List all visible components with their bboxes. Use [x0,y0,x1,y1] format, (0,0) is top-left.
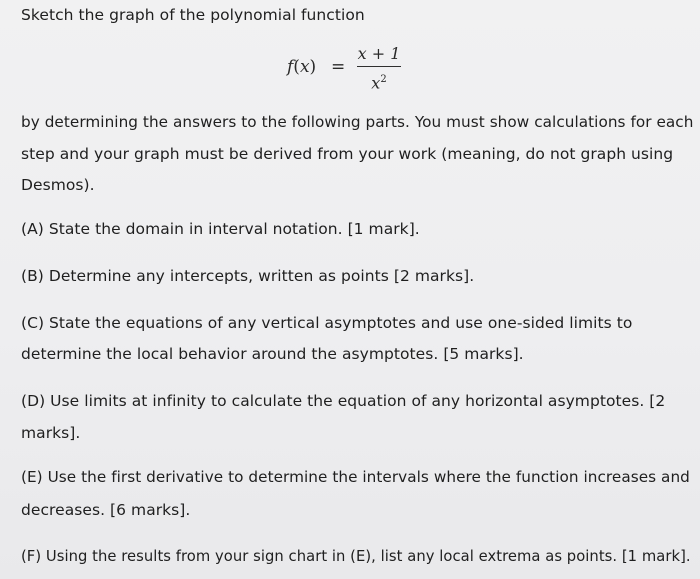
intro-line-3: Desmos). [21,176,95,194]
part-a-text: (A) State the domain in interval notation. [1 mark]. [21,220,420,238]
problem-heading: Sketch the graph of the polynomial function [21,6,365,24]
formula-denominator [357,70,401,93]
denominator-exponent: 2 [380,74,387,86]
part-d-line-1: (D) Use limits at infinity to calculate the equation of any horizontal asymptotes. [2 [21,392,666,410]
formula-variable: x [299,57,310,77]
formula-fraction [357,44,401,94]
formula-lhs: f(x) [287,57,317,77]
function-formula [287,44,417,94]
denominator-base: x [371,73,381,93]
formula-function-name: f [287,57,294,77]
fraction-bar [357,66,401,67]
part-e-line-1: (E) Use the first derivative to determine the intervals where the function increases and [21,468,690,486]
part-b-text: (B) Determine any intercepts, written as points [2 marks]. [21,267,475,285]
intro-line-2: step and your graph must be derived from your work (meaning, do not graph using [21,145,674,163]
part-d-line-2: marks]. [21,424,81,442]
formula-numerator: x + 1 [357,44,401,63]
part-c-line-2: determine the local behavior around the asymptotes. [5 marks]. [21,345,524,363]
part-e-line-2: decreases. [6 marks]. [21,501,191,519]
intro-line-1: by determining the answers to the following parts. You must show calculations for each [21,113,694,131]
part-c-line-1: (C) State the equations of any vertical asymptotes and use one-sided limits to [21,314,633,332]
part-f-text: (F) Using the results from your sign chart in (E), list any local extrema as points. [1 mark]. [21,548,691,565]
formula-equals: = [331,57,346,77]
